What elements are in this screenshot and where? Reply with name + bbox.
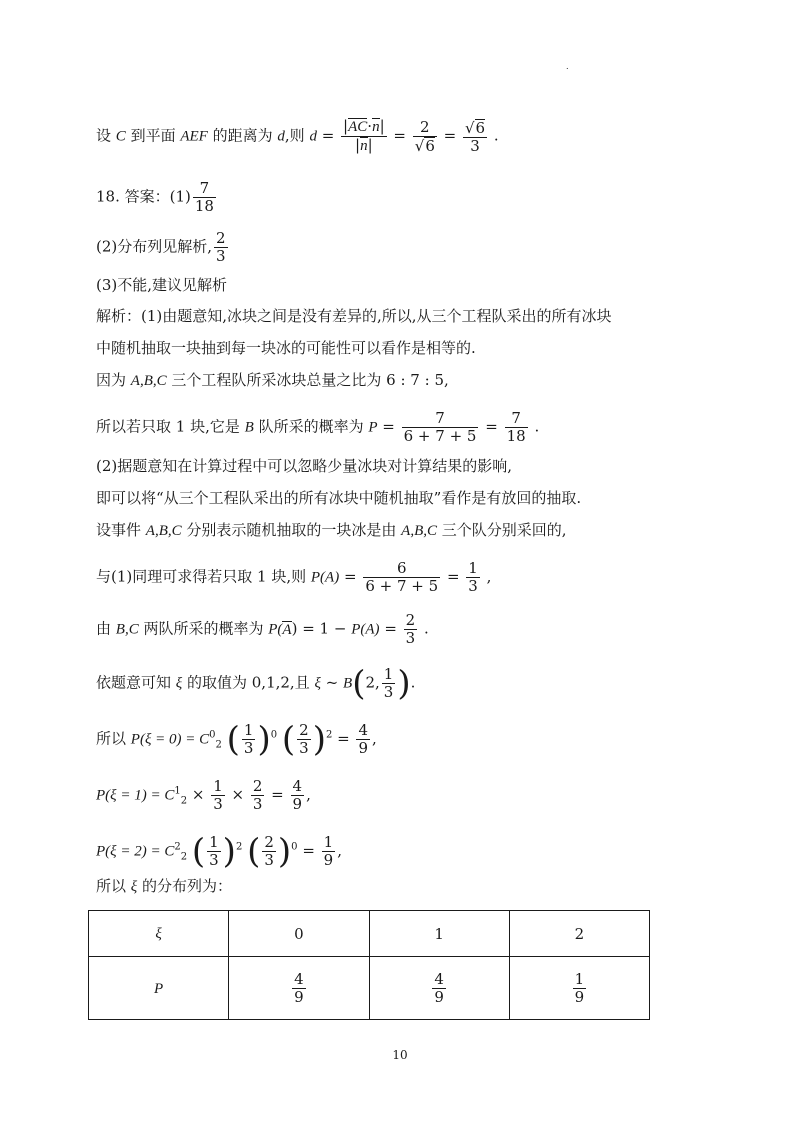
- distribution-intro: 所以 ξ 的分布列为：: [96, 877, 232, 895]
- table-cell: P: [89, 957, 229, 1020]
- probability-xi-0: 所以 $P(\xi = 0) = C^0_2$ ( $\frac{1}{3}$ )$^0$ ( $\frac{2}{3}$ )$^2$ = $\frac{4}{9}$ ,: [96, 719, 377, 760]
- table-cell: ξ: [89, 911, 229, 957]
- table-cell: 1: [369, 911, 509, 957]
- solution-line: 即可以将“从三个工程队采出的所有冰块中随机抽取”看作是有放回的抽取.: [96, 489, 582, 507]
- distance-formula-line: 设 C 到平面 AEF 的距离为 d,则 d = $\frac{|AC\cdot n|}{|n|}$ = $\frac{2}{√6}$ = $\frac{√6}{3}$ .: [96, 117, 499, 155]
- answer-18-part3: (3)不能,建议见解析: [96, 276, 228, 294]
- solution-line: 由 B,C 两队所采的概率为 P(A) = 1 − P(A) = $\frac{2}{3}$ .: [96, 611, 429, 647]
- table-cell: $\frac{4}{9}$: [369, 957, 509, 1020]
- solution-line: 解析：(1)由题意知,冰块之间是没有差异的,所以,从三个工程队采出的所有冰块: [96, 307, 612, 325]
- table-cell: 0: [229, 911, 369, 957]
- distance-fraction: $\frac{|AC\cdot n|}{|n|}$: [343, 117, 385, 154]
- solution-line: 中随机抽取一块抽到每一块冰的可能性可以看作是相等的.: [96, 339, 476, 357]
- table-row: [89, 911, 650, 957]
- table-cell: $\frac{1}{9}$: [509, 957, 649, 1020]
- solution-line: (2)据题意知在计算过程中可以忽略少量冰块对计算结果的影响,: [96, 457, 513, 475]
- answer-18-part2: (2)分布列见解析, $\frac{2}{3}$: [96, 229, 226, 265]
- solution-line: 与(1)同理可求得若只取 1 块,则 P(A) = $\frac{6}{6 + 7 + 5}$ = $\frac{1}{3}$ ,: [96, 559, 492, 595]
- solution-line: 设事件 A,B,C 分别表示随机抽取的一块冰是由 A,B,C 三个队分别采回的,: [96, 521, 567, 539]
- probability-xi-1: $P(\xi = 1) = C^1_2$ × $\frac{1}{3}$ × $\frac{2}{3}$ = $\frac{4}{9}$ ,: [96, 777, 311, 813]
- solution-line: 所以若只取 1 块,它是 B 队所采的概率为 P = $\frac{7}{6 + 7 + 5}$ = $\frac{7}{18}$ .: [96, 409, 540, 445]
- distribution-table: [88, 910, 650, 1020]
- solution-line: 依题意可知 ξ 的取值为 0,1,2,且 ξ ~ B(2, $\frac{1}{3}$ ).: [96, 663, 416, 704]
- probability-xi-2: $P(\xi = 2) = C^2_2$ ( $\frac{1}{3}$ )$^2$ ( $\frac{2}{3}$ )$^0$ = $\frac{1}{9}$ ,: [96, 831, 342, 872]
- table-row: [89, 957, 650, 1020]
- answer-18-part1: 18. 答案：(1) $\frac{7}{18}$: [96, 179, 214, 215]
- table-cell: $\frac{4}{9}$: [229, 957, 369, 1020]
- corner-mark: .: [566, 62, 569, 71]
- page-number: 10: [392, 1048, 408, 1062]
- table-cell: 2: [509, 911, 649, 957]
- solution-line: 因为 A,B,C 三个工程队所采冰块总量之比为 6 : 7 : 5,: [96, 371, 449, 389]
